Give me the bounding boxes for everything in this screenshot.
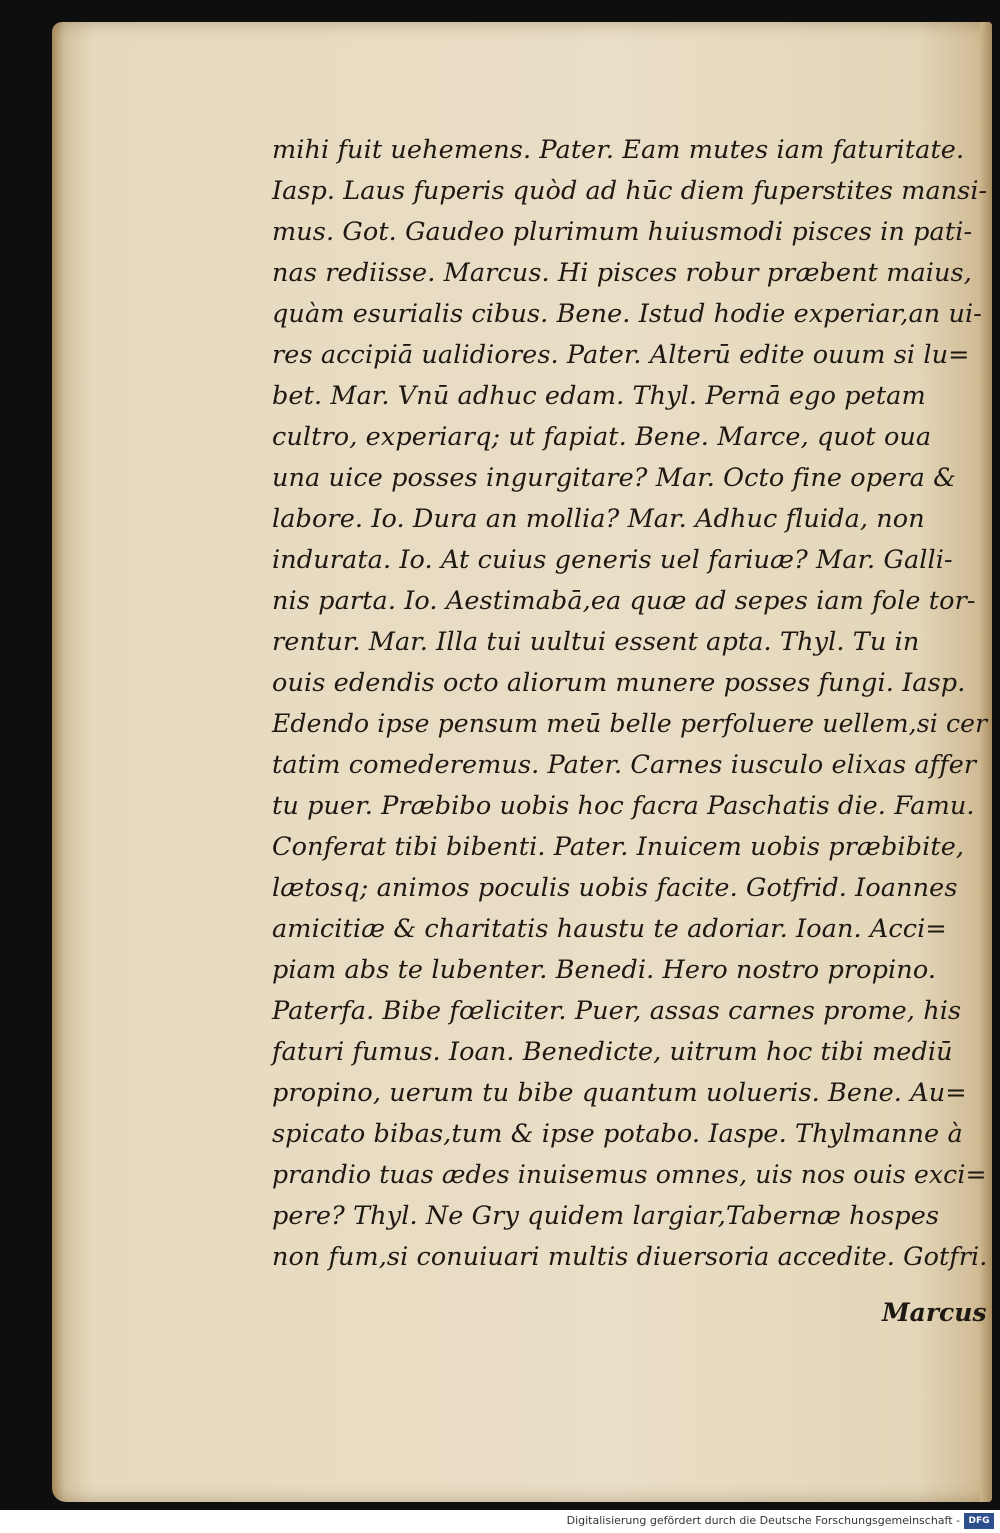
text-line-19: lætosq; animos poculis uobis facite. Gotfrid. Ioannes bbox=[272, 873, 958, 903]
text-line-6: res accipiā ualidiores. Pater. Alterū edite ouum si lu= bbox=[272, 340, 970, 370]
text-line-12: nis parta. Io. Aestimabā,ea quæ ad sepes iam fole tor- bbox=[272, 586, 976, 616]
text-line-4: nas rediisse. Marcus. Hi pisces robur præbent maius, bbox=[272, 258, 972, 288]
text-line-18: Conferat tibi bibenti. Pater. Inuicem uobis præbibite, bbox=[272, 832, 965, 862]
text-line-14: ouis edendis octo aliorum munere posses fungi. Iasp. bbox=[272, 668, 966, 698]
text-line-21: piam abs te lubenter. Benedi. Hero nostro propino. bbox=[272, 955, 937, 985]
text-line-26: prandio tuas ædes inuisemus omnes, uis nos ouis exci= bbox=[272, 1160, 987, 1190]
text-line-25: spicato bibas,tum & ipse potabo. Iaspe. Thylmanne à bbox=[272, 1119, 963, 1149]
text-line-2: Iasp. Laus fuperis quòd ad hūc diem fuperstites mansi- bbox=[272, 176, 988, 206]
book-page bbox=[52, 22, 992, 1502]
text-line-10: labore. Io. Dura an mollia? Mar. Adhuc fluida, non bbox=[272, 504, 925, 534]
footer-bar bbox=[0, 1510, 1000, 1533]
text-line-15: Edendo ipse pensum meū belle perfoluere uellem,si cer bbox=[272, 709, 988, 739]
text-line-22: Paterfa. Bibe fœliciter. Puer, assas carnes prome, his bbox=[272, 996, 962, 1026]
text-line-23: faturi fumus. Ioan. Benedicte, uitrum hoc tibi mediū bbox=[272, 1037, 953, 1067]
catchword: Marcus bbox=[882, 1298, 987, 1327]
text-line-1: mihi fuit uehemens. Pater. Eam mutes iam faturitate. bbox=[272, 135, 965, 165]
text-block bbox=[272, 130, 987, 1278]
footer-credit-text: Digitalisierung gefördert durch die Deutsche Forschungsgemeinschaft - bbox=[566, 1514, 960, 1527]
text-line-3: mus. Got. Gaudeo plurimum huiusmodi pisces in pati- bbox=[272, 217, 973, 247]
text-line-7: bet. Mar. Vnū adhuc edam. Thyl. Pernā ego petam bbox=[272, 381, 926, 411]
text-line-13: rentur. Mar. Illa tui uultui essent apta. Thyl. Tu in bbox=[272, 627, 920, 657]
text-line-8: cultro, experiarq; ut fapiat. Bene. Marce, quot oua bbox=[272, 422, 932, 452]
text-line-20: amicitiæ & charitatis haustu te adoriar. Ioan. Acci= bbox=[272, 914, 947, 944]
dfg-logo: DFG bbox=[964, 1513, 994, 1529]
text-line-11: indurata. Io. At cuius generis uel fariuæ? Mar. Galli- bbox=[272, 545, 953, 575]
text-line-28: non fum,si conuiuari multis diuersoria accedite. Gotfri. bbox=[272, 1242, 988, 1272]
text-line-16: tatim comederemus. Pater. Carnes iusculo elixas affer bbox=[272, 750, 977, 780]
text-line-24: propino, uerum tu bibe quantum uolueris. Bene. Au= bbox=[272, 1078, 967, 1108]
text-line-27: pere? Thyl. Ne Gry quidem largiar,Tabernæ hospes bbox=[272, 1201, 940, 1231]
text-line-9: una uice posses ingurgitare? Mar. Octo fine opera & bbox=[272, 463, 956, 493]
text-line-5: quàm esurialis cibus. Bene. Istud hodie experiar,an ui- bbox=[272, 299, 982, 329]
text-line-17: tu puer. Præbibo uobis hoc facra Paschatis die. Famu. bbox=[272, 791, 975, 821]
